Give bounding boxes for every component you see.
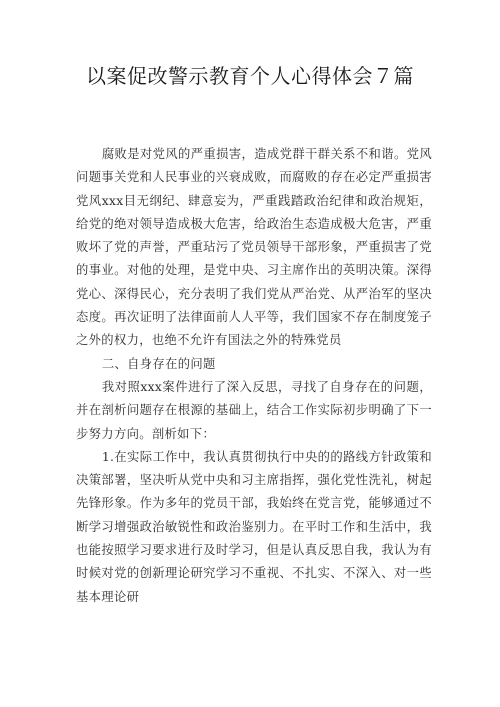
paragraph-point-1: 1.在实际工作中，我认真贯彻执行中央的的路线方针政策和决策部署，坚决听从党中央和习主席指挥，强化党性洗礼，树起先锋形象。作为多年的党员干部，我始终在党言党，能够通过不断学习增强政治敏锐性和政治鉴别力。在平时工作和生活中，我也能按照学习要求进行及时学习，但是认真反思自我，我认为有时候对党的创新理论研究学习不重视、不扎实、不深入、对一些基本理论研 (76, 449, 432, 604)
document-body (76, 143, 432, 609)
paragraph-corruption-harm: 腐败是对党风的严重损害，造成党群干群关系不和谐。党风问题事关党和人民事业的兴衰成败，而腐败的存在必定严重损害党风xxx目无纲纪、肆意妄为，严重践踏政治纪律和政治规矩，给党的绝对领导造成极大危害，给政治生态造成极大危害，严重败坏了党的声誉，严重玷污了党员领导干部形象，严重损害了党的事业。对他的处理，是党中央、习主席作出的英明决策。深得党心、深得民心，充分表明了我们党从严治党、从严治军的坚决态度。再次证明了法律面前人人平等，我们国家不存在制度笼子之外的权力，也绝不允许有国法之外的特殊党员 (76, 147, 432, 348)
document-title: 以案促改警示教育个人心得体会７篇 (86, 64, 414, 88)
section-heading-problems: 二、自身存在的问题 (101, 356, 216, 371)
paragraph-self-reflection: 我对照xxx案件进行了深入反思，寻找了自身存在的问题，并在剖析问题存在根源的基础上，结合工作实际初步明确了下一步努力方向。剖析如下： (76, 379, 432, 441)
